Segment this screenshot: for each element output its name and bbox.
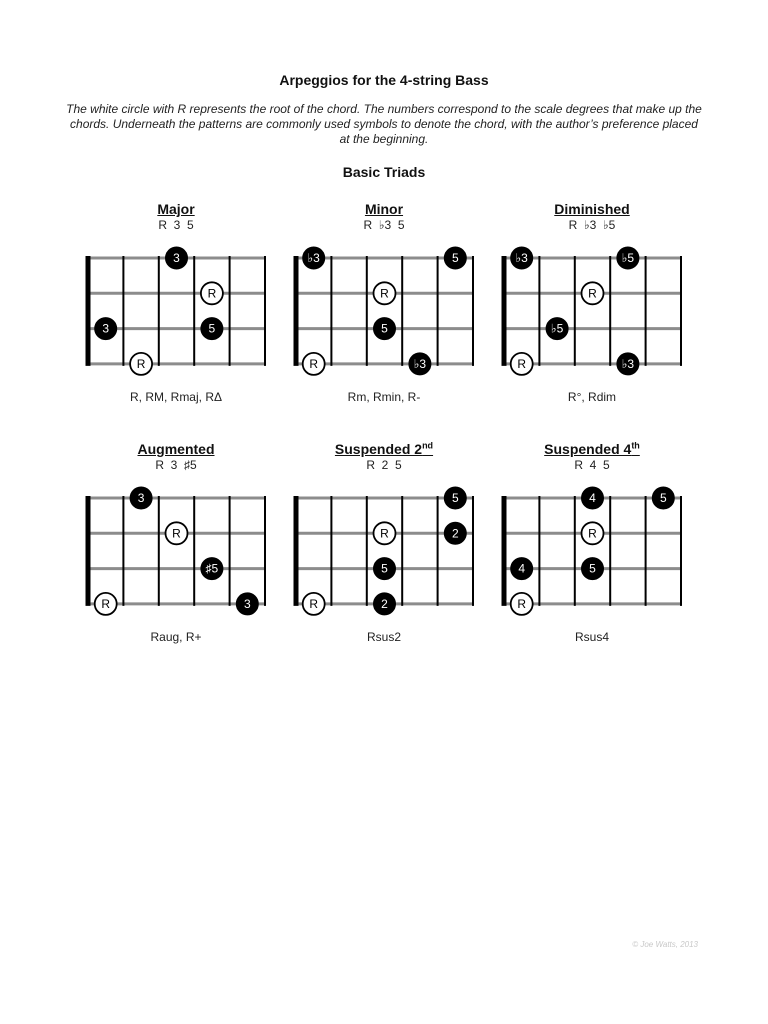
note-marker xyxy=(374,318,396,340)
note-label: 3 xyxy=(243,596,251,611)
note-label: 2 xyxy=(451,526,459,541)
note-label: R xyxy=(517,356,527,371)
chord-name: Diminished xyxy=(554,201,630,217)
note-marker xyxy=(374,558,396,580)
note-label: 5 xyxy=(451,491,459,505)
note-marker xyxy=(303,247,325,269)
note-label: ♭3 xyxy=(515,251,528,265)
note-marker xyxy=(617,247,639,269)
root-note-marker xyxy=(582,282,604,304)
note-label: ♭5 xyxy=(550,321,564,336)
note-label: R xyxy=(309,596,319,611)
note-label: R xyxy=(380,526,389,541)
chord-block-diminished xyxy=(492,200,692,404)
note-marker xyxy=(444,522,466,544)
root-note-marker xyxy=(374,522,396,544)
note-marker xyxy=(511,558,533,580)
note-label: R xyxy=(517,596,527,611)
fretboard-diagram xyxy=(76,472,276,611)
root-note-marker xyxy=(130,353,152,375)
chord-name: Major xyxy=(157,201,195,217)
root-note-marker xyxy=(303,353,325,375)
note-label: ♯5 xyxy=(205,561,219,576)
note-label: R xyxy=(588,286,597,301)
note-marker xyxy=(95,318,117,340)
note-label: R xyxy=(101,596,111,611)
chord-formula: R ♭3 ♭5 xyxy=(568,218,616,232)
note-label: R xyxy=(588,526,597,541)
root-note-marker xyxy=(582,522,604,544)
chord-symbols: Rsus4 xyxy=(574,630,609,644)
root-note-marker xyxy=(511,593,533,615)
note-marker xyxy=(511,247,533,269)
chord-name: Minor xyxy=(364,201,404,217)
note-label: R xyxy=(136,356,146,371)
chord-block-major xyxy=(76,200,276,404)
chord-formula: R 3 5 xyxy=(158,218,194,232)
note-label: 5 xyxy=(381,561,388,576)
note-label: ♭3 xyxy=(413,356,427,371)
section-heading: Basic Triads xyxy=(342,164,426,180)
note-marker xyxy=(582,487,604,509)
note-label: ♭3 xyxy=(307,251,320,265)
root-note-marker xyxy=(374,282,396,304)
chord-symbols: Rm, Rmin, R- xyxy=(347,390,421,404)
chord-block-minor xyxy=(284,200,484,404)
note-label: 5 xyxy=(451,251,459,265)
intro-paragraph: The white circle with R represents the root of the chord. The numbers correspond to the scale degrees that make up the chords. Underneath the patterns are commonly used symbols to denote the chord, with the author’s preference placed at the beginning. xyxy=(66,102,702,146)
note-label: 5 xyxy=(589,561,596,576)
note-marker xyxy=(652,487,674,509)
note-marker xyxy=(166,247,188,269)
chord-name: Suspended 2nd xyxy=(334,440,434,457)
fretboard-diagram xyxy=(76,232,276,371)
root-note-marker xyxy=(303,593,325,615)
note-label: ♭5 xyxy=(621,251,635,265)
root-note-marker xyxy=(95,593,117,615)
root-note-marker xyxy=(166,522,188,544)
note-marker xyxy=(130,487,152,509)
chord-block-suspended-2nd xyxy=(284,440,484,644)
note-label: 5 xyxy=(381,321,388,336)
note-label: R xyxy=(207,286,217,301)
fretboard-diagram xyxy=(492,232,692,371)
note-marker xyxy=(409,353,431,375)
note-label: 5 xyxy=(659,491,667,505)
chord-formula: R 2 5 xyxy=(366,458,402,472)
note-label: 3 xyxy=(173,251,180,265)
note-label: 3 xyxy=(102,321,110,336)
note-label: R xyxy=(380,286,389,301)
chord-block-augmented xyxy=(76,440,276,644)
chord-name: Augmented xyxy=(137,441,215,457)
note-label: 4 xyxy=(518,561,526,576)
chord-formula: R 3 ♯5 xyxy=(155,458,197,472)
note-marker xyxy=(444,247,466,269)
note-label: 3 xyxy=(137,491,145,505)
note-label: ♭3 xyxy=(621,356,635,371)
note-marker xyxy=(201,558,223,580)
note-marker xyxy=(236,593,258,615)
root-note-marker xyxy=(201,282,223,304)
note-marker xyxy=(582,558,604,580)
chord-name: Suspended 4th xyxy=(544,440,640,457)
note-marker xyxy=(546,318,568,340)
note-marker xyxy=(201,318,223,340)
chord-symbols: Raug, R+ xyxy=(150,630,202,644)
fretboard-diagram xyxy=(284,232,484,371)
chord-symbols: Rsus2 xyxy=(366,630,401,644)
note-label: 4 xyxy=(589,491,596,505)
note-marker xyxy=(374,593,396,615)
chord-block-suspended-4th xyxy=(492,440,692,644)
note-label: R xyxy=(172,526,181,541)
fretboard-diagram xyxy=(492,472,692,611)
note-label: R xyxy=(309,356,319,371)
copyright-note: © Joe Watts, 2013 xyxy=(632,940,698,949)
note-label: 2 xyxy=(381,596,388,611)
fretboard-diagram xyxy=(284,472,484,611)
chord-symbols: R, RM, Rmaj, RΔ xyxy=(129,390,222,404)
note-marker xyxy=(617,353,639,375)
chord-formula: R ♭3 5 xyxy=(363,218,405,232)
chord-formula: R 4 5 xyxy=(574,458,610,472)
page-title: Arpeggios for the 4-string Bass xyxy=(279,72,489,88)
note-marker xyxy=(444,487,466,509)
root-note-marker xyxy=(511,353,533,375)
note-label: 5 xyxy=(208,321,216,336)
chord-symbols: R°, Rdim xyxy=(567,390,617,404)
